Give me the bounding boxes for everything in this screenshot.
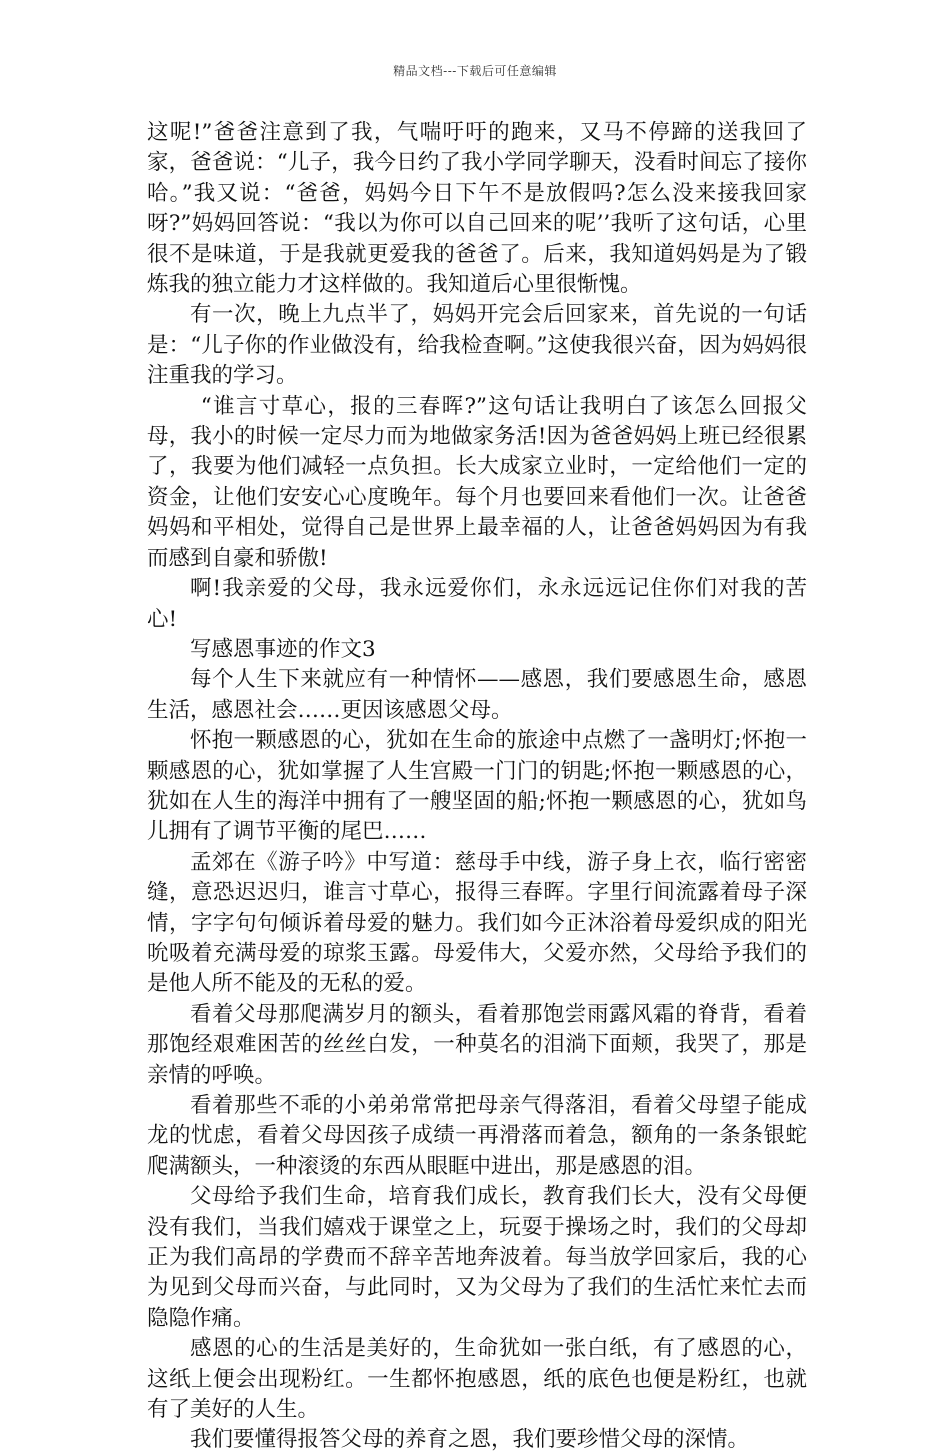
- page-header: 精品文档---下载后可任意编辑: [393, 64, 557, 78]
- paragraph-3: “谁言寸草心，报的三春晖?”这句话让我明白了该怎么回报父母，我小的时候一定尽力而为地做家务活!因为爸爸妈妈上班已经很累了，我要为他们减轻一点负担。长大成家立业时，一定给他们一定的资金，让他们安安心心度晚年。每个月也要回来看他们一次。让爸爸妈妈和平相处，觉得自己是世界上最幸福的人，让爸爸妈妈因为有我而感到自豪和骄傲!: [147, 393, 807, 571]
- paragraph-7: 孟郊在《游子吟》中写道：慈母手中线，游子身上衣，临行密密缝，意恐迟迟归，谁言寸草心，报得三春晖。字里行间流露着母子深情，字字句句倾诉着母爱的魅力。我们如今正沐浴着母爱织成的阳光吮吸着充满母爱的琼浆玉露。母爱伟大，父爱亦然，父母给予我们的是他人所不能及的无私的爱。: [147, 849, 807, 997]
- paragraph-2: 有一次，晚上九点半了，妈妈开完会后回家来，首先说的一句话是：“儿子你的作业做没有，给我检查啊。”这使我很兴奋，因为妈妈很注重我的学习。: [147, 302, 807, 389]
- paragraph-10: 父母给予我们生命，培育我们成长，教育我们长大，没有父母便没有我们，当我们嬉戏于课堂之上，玩耍于操场之时，我们的父母却正为我们高昂的学费而不辞辛苦地奔波着。每当放学回家后，我的心为见到父母而兴奋，与此同时，又为父母为了我们的生活忙来忙去而隐隐作痛。: [147, 1184, 807, 1331]
- section-heading: 写感恩事迹的作文3: [190, 636, 376, 662]
- paragraph-5: 每个人生下来就应有一种情怀——感恩，我们要感恩生命，感恩生活，感恩社会……更因该感恩父母。: [147, 667, 807, 723]
- paragraph-6: 怀抱一颗感恩的心，犹如在生命的旅途中点燃了一盏明灯;怀抱一颗感恩的心，犹如掌握了人生宫殿一门门的钥匙;怀抱一颗感恩的心，犹如在人生的海洋中拥有了一艘坚固的船;怀抱一颗感恩的心，犹如鸟儿拥有了调节平衡的尾巴……: [147, 728, 807, 845]
- paragraph-11: 感恩的心的生活是美好的，生命犹如一张白纸，有了感恩的心，这纸上便会出现粉红。一生都怀抱感恩，纸的底色也便是粉红，也就有了美好的人生。: [147, 1336, 807, 1423]
- paragraph-4: 啊!我亲爱的父母，我永远爱你们，永永远远记住你们对我的苦心!: [147, 576, 807, 632]
- paragraph-12: 我们要懂得报答父母的养育之恩，我们要珍惜父母的深情。: [190, 1427, 750, 1453]
- paragraph-1: 这呢!”爸爸注意到了我，气喘吁吁的跑来，又马不停蹄的送我回了家，爸爸说：“儿子，我今日约了我小学同学聊天，没看时间忘了接你哈。”我又说：“爸爸，妈妈今日下午不是放假吗?怎么没来接我回家呀?”妈妈回答说：“我以为你可以自己回来的呢’’我听了这句话，心里很不是味道，于是我就更爱我的爸爸了。后来，我知道妈妈是为了锻炼我的独立能力才这样做的。我知道后心里很惭愧。: [147, 120, 807, 298]
- document-body: [147, 118, 807, 1456]
- paragraph-9: 看着那些不乖的小弟弟常常把母亲气得落泪，看着父母望子能成龙的忧虑，看着父母因孩子成绩一再滑落而着急，额角的一条条银蛇爬满额头，一种滚烫的东西从眼眶中进出，那是感恩的泪。: [147, 1093, 807, 1179]
- paragraph-8: 看着父母那爬满岁月的额头，看着那饱尝雨露风霜的脊背，看着那饱经艰难困苦的丝丝白发，一种莫名的泪淌下面颊，我哭了，那是亲情的呼唤。: [147, 1001, 807, 1088]
